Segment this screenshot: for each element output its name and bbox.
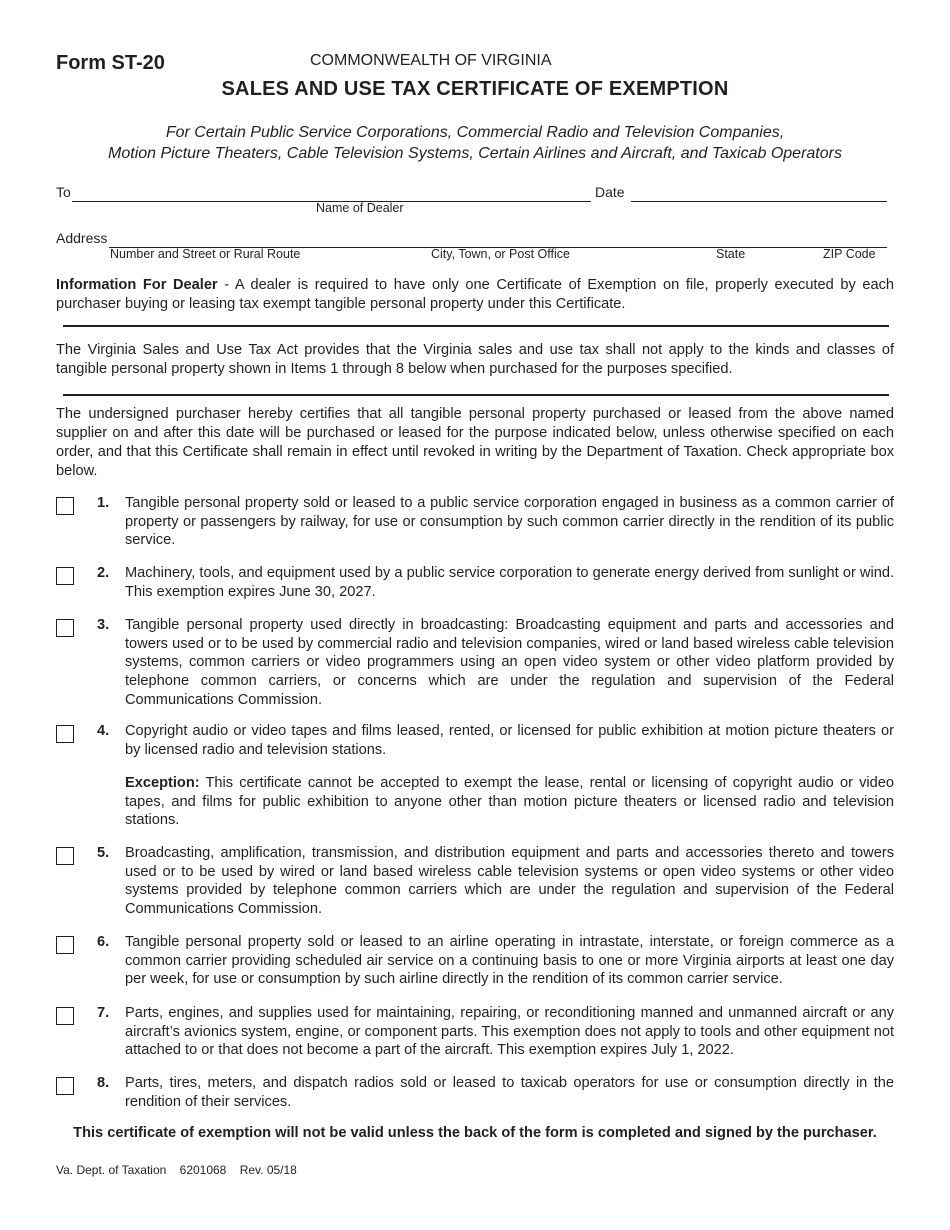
item-4-checkbox[interactable] <box>56 725 74 743</box>
exception-text: This certificate cannot be accepted to exempt the lease, rental or licensing of copyright audio or video tapes, and films for public exhibition to anyone other than motion picture theaters or licensed radio and television stations. <box>125 775 894 829</box>
footer-dept: Va. Dept. of Taxation <box>56 1163 167 1177</box>
item-8-checkbox[interactable] <box>56 1077 74 1095</box>
item-number: 5. <box>97 845 110 861</box>
item-1-checkbox[interactable] <box>56 497 74 515</box>
footer-form-number: 6201068 <box>179 1163 227 1177</box>
item-text: Copyright audio or video tapes and films leased, rented, or licensed for public exhibition at motion picture theaters or by licensed radio and television stations. <box>125 723 894 758</box>
item-7-checkbox[interactable] <box>56 1007 74 1025</box>
certification-statement: The undersigned purchaser hereby certifies that all tangible personal property purchased or leased from the above named supplier on and after this date will be purchased or leased for the purpose indicated below, unless otherwise specified on each order, and that this Certificate shall remain in effect until revoked in writing by the Department of Taxation. Check appropriate box below. <box>56 406 894 479</box>
item-text: Broadcasting, amplification, transmission, and distribution equipment and parts and accessories thereto and towers used or to be used by wired or land based wireless cable television systems or open video systems or other video systems provided by telephone common carriers which are under the regulation and supervision of the Federal Communications Commission. <box>125 845 894 918</box>
footer <box>56 1163 307 1177</box>
item-number: 1. <box>97 495 110 511</box>
dealer-info <box>56 276 894 314</box>
date-field[interactable] <box>631 186 887 202</box>
item-number: 6. <box>97 934 110 950</box>
state-caption: State <box>716 247 746 261</box>
address-label: Address <box>56 230 108 246</box>
validity-notice: This certificate of exemption will not be valid unless the back of the form is completed and signed by the purchaser. <box>73 1125 877 1141</box>
subtitle-line-2: Motion Picture Theaters, Cable Television Systems, Certain Airlines and Aircraft, and Taxicab Operators <box>108 145 842 162</box>
to-label: To <box>56 184 71 200</box>
title-line-1: COMMONWEALTH OF VIRGINIA <box>310 52 552 69</box>
address-row <box>56 230 894 262</box>
date-label: Date <box>595 184 625 200</box>
street-caption: Number and Street or Rural Route <box>110 247 301 261</box>
exception-label: Exception: <box>125 775 200 791</box>
footer-revision: Rev. 05/18 <box>239 1163 297 1177</box>
item-text: Machinery, tools, and equipment used by a public service corporation to generate energy derived from sunlight or wind. This exemption expires June 30, 2027. <box>125 565 894 600</box>
item-number: 3. <box>97 617 110 633</box>
item-5-checkbox[interactable] <box>56 847 74 865</box>
item-text: Parts, engines, and supplies used for maintaining, repairing, or reconditioning manned and unmanned aircraft or any aircraft’s avionics system, engine, or component parts. This exemption does not apply to tools and other equipment not attached to or that does not become a part of the aircraft. This exemption expires July 1, 2022. <box>125 1005 894 1059</box>
item-6-checkbox[interactable] <box>56 936 74 954</box>
item-3-checkbox[interactable] <box>56 619 74 637</box>
item-text: Parts, tires, meters, and dispatch radios sold or leased to taxicab operators for use or consumption directly in the rendition of their services. <box>125 1075 894 1110</box>
title-line-2: SALES AND USE TAX CERTIFICATE OF EXEMPTION <box>221 78 729 100</box>
address-field[interactable] <box>109 232 887 248</box>
item-2-checkbox[interactable] <box>56 567 74 585</box>
item-number: 4. <box>97 723 110 739</box>
item-number: 7. <box>97 1005 110 1021</box>
dealer-name-caption: Name of Dealer <box>316 201 404 215</box>
to-date-row <box>56 184 894 216</box>
city-caption: City, Town, or Post Office <box>431 247 570 261</box>
zip-caption: ZIP Code <box>823 247 876 261</box>
subtitle <box>56 122 894 164</box>
divider <box>63 394 889 396</box>
item-number: 2. <box>97 565 110 581</box>
dealer-info-text: - A dealer is required to have only one Certificate of Exemption on file, properly executed by each purchaser buying or leasing tax exempt tangible personal property under this Certificate. <box>56 277 895 312</box>
dealer-name-field[interactable] <box>72 186 591 202</box>
form-id: Form ST-20 <box>56 52 165 74</box>
dealer-info-heading: Information For Dealer <box>56 277 218 293</box>
item-text: Tangible personal property sold or leased to an airline operating in intrastate, interstate, or foreign commerce as a common carrier providing scheduled air service on a continuing basis to one or more Virginia airports at least one day per week, for use or consumption by such airline directly in the rendition of its common carrier service. <box>125 934 894 988</box>
act-statement: The Virginia Sales and Use Tax Act provides that the Virginia sales and use tax shall not apply to the kinds and classes of tangible personal property shown in Items 1 through 8 below when purchased for the purposes specified. <box>56 342 894 377</box>
subtitle-line-1: For Certain Public Service Corporations, Commercial Radio and Television Companies, <box>165 124 785 141</box>
form-header <box>56 52 894 112</box>
item-number: 8. <box>97 1075 110 1091</box>
item-text: Tangible personal property sold or leased to a public service corporation engaged in business as a common carrier of property or passengers by railway, for use or consumption by such common carrier directly in the rendition of its public service. <box>125 495 894 549</box>
divider <box>63 325 889 327</box>
item-text: Tangible personal property used directly in broadcasting: Broadcasting equipment and parts and accessories and towers used or to be used by commercial radio and television companies, wired or land based wireless cable television systems, common carriers or video programmers using an open video system or other video platform provided by telephone common carriers, or concerns which are under the regulation and supervision of the Federal Communications Commission. <box>125 617 894 708</box>
